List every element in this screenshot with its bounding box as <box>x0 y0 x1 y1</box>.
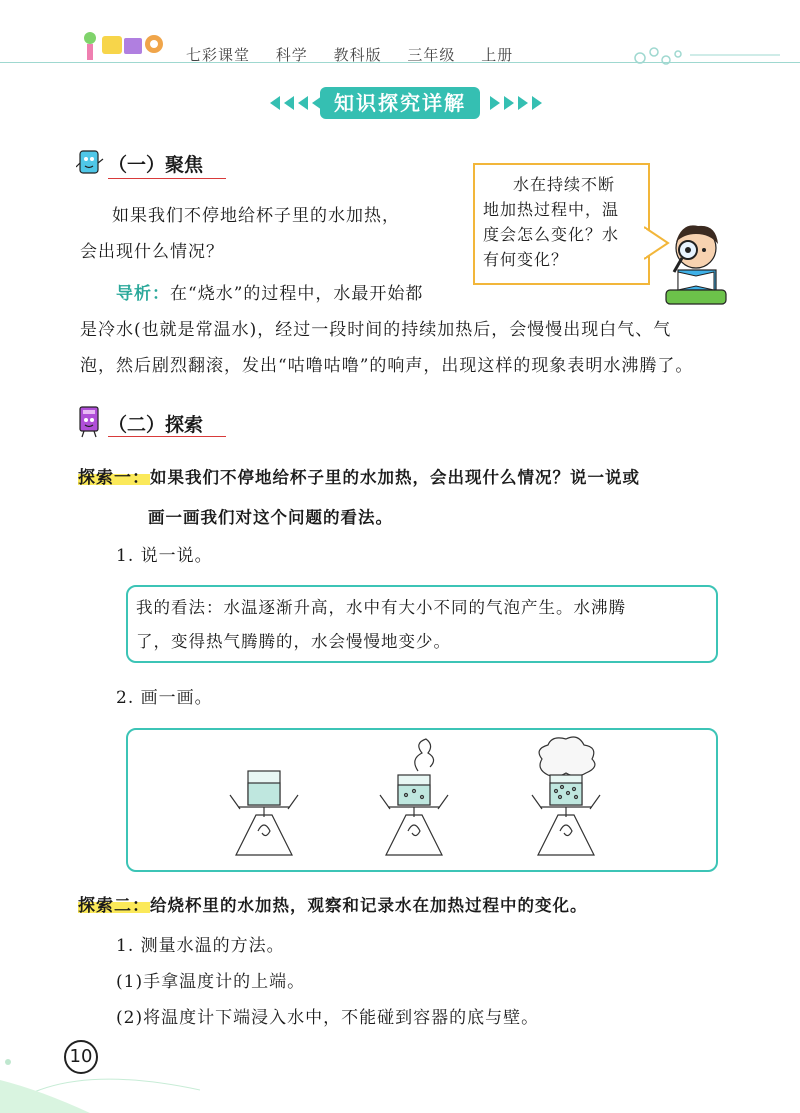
method-step-1: (1)手拿温度计的上端。 <box>116 972 306 992</box>
bubble-line3: 度会怎么变化？水 <box>483 225 620 244</box>
guide-line2: 是冷水(也就是常温水)，经过一段时间的持续加热后，会慢慢出现白气、气 <box>80 320 672 340</box>
explore-mascot-icon <box>76 404 104 438</box>
bubble-line4: 有何变化？ <box>483 250 569 269</box>
bubble-line1: 水在持续不断 <box>513 175 616 194</box>
bubble-line2: 地加热过程中，温 <box>483 200 620 219</box>
task1-label: 探索一： <box>78 468 150 488</box>
beaker-stage-cold <box>230 771 298 855</box>
beaker-heating-drawings <box>200 735 660 863</box>
explore-heading-underline <box>108 436 226 437</box>
step1-label: 1. 说一说。 <box>116 546 213 566</box>
focus-question-line1: 如果我们不停地给杯子里的水加热， <box>112 206 400 226</box>
header-decoration <box>620 40 780 70</box>
guide-label: 导析： <box>116 284 170 304</box>
series-name: 七彩课堂 <box>186 46 251 64</box>
opinion-line1: 我的看法：水温逐渐升高，水中有大小不同的气泡产生。水沸腾 <box>136 598 626 617</box>
grade-name: 三年级 <box>407 46 456 64</box>
task2-label: 探索二： <box>78 896 150 916</box>
opinion-line2: 了，变得热气腾腾的，水会慢慢地变少。 <box>136 632 451 651</box>
page-number: 10 <box>64 1040 98 1074</box>
guide-line1: 在“烧水”的过程中，水最开始都 <box>170 284 424 304</box>
volume-name: 上册 <box>481 46 514 64</box>
section-banner: 知识探究详解 <box>320 87 480 119</box>
explore-heading: （二）探索 <box>108 414 204 436</box>
method-step-2: (2)将温度计下端浸入水中，不能碰到容器的底与壁。 <box>116 1008 540 1028</box>
step2-label: 2. 画一画。 <box>116 688 213 708</box>
banner-arrows-left <box>270 95 326 114</box>
beaker-stage-boiling <box>532 737 600 855</box>
footer-decoration <box>0 1050 200 1113</box>
focus-heading: （一）聚焦 <box>108 154 204 176</box>
guide-line3: 泡，然后剧烈翻滚，发出“咕噜咕噜”的响声，出现这样的现象表明水沸腾了。 <box>80 356 694 376</box>
series-logo <box>80 26 170 66</box>
focus-mascot-icon <box>76 147 104 179</box>
boy-reading-illustration <box>664 220 728 310</box>
task1-line2: 画一画我们对这个问题的看法。 <box>148 508 393 527</box>
task2-text: 给烧杯里的水加热，观察和记录水在加热过程中的变化。 <box>150 896 588 915</box>
method-title: 1. 测量水温的方法。 <box>116 936 285 956</box>
banner-arrows-right <box>490 95 546 114</box>
header-rule <box>0 62 800 63</box>
subject-name: 科学 <box>275 46 308 64</box>
bubble-text <box>483 172 643 272</box>
beaker-stage-warm <box>380 739 448 855</box>
focus-heading-underline <box>108 178 226 179</box>
task1-line1: 如果我们不停地给杯子里的水加热，会出现什么情况？说一说或 <box>150 468 640 487</box>
focus-question-line2: 会出现什么情况？ <box>80 242 224 262</box>
edition-name: 教科版 <box>333 46 382 64</box>
